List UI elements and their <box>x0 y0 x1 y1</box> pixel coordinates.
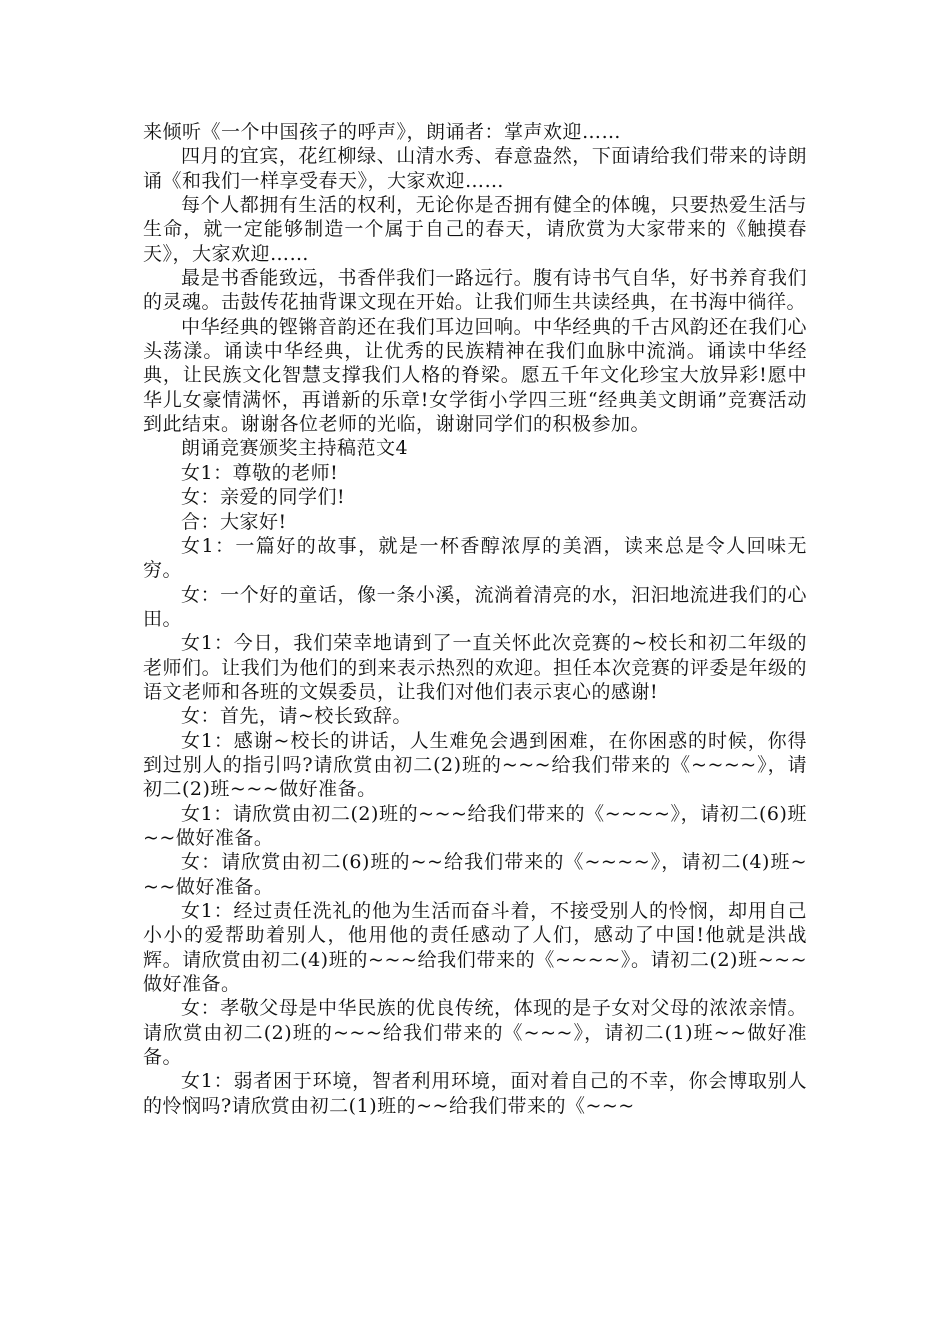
paragraph: 女1：尊敬的老师! <box>181 461 339 484</box>
paragraph: 女1：感谢~校长的讲话，人生难免会遇到困难，在你困惑的时候，你得到过别人的指引吗?请欣赏由初二(2)班的~~~给我们带来的《~~~~》，请初二(2)班~~~做好准备。 <box>143 729 807 801</box>
paragraph: 最是书香能致远，书香伴我们一路远行。腹有诗书气自华，好书养育我们的灵魂。击鼓传花抽背课文现在开始。让我们师生共读经典，在书海中徜徉。 <box>143 267 807 314</box>
paragraph: 女：孝敬父母是中华民族的优良传统，体现的是子女对父母的浓浓亲情。请欣赏由初二(2)班的~~~给我们带来的《~~~》，请初二(1)班~~做好准备。 <box>143 997 807 1069</box>
paragraph: 女：亲爱的同学们! <box>181 486 346 509</box>
paragraph: 来倾听《一个中国孩子的呼声》，朗诵者：掌声欢迎…… <box>143 121 622 143</box>
paragraph: 女：请欣赏由初二(6)班的~~给我们带来的《~~~~》，请初二(4)班~~~做好准备。 <box>143 851 807 898</box>
paragraph: 女1：经过责任洗礼的他为生活而奋斗着，不接受别人的怜悯，却用自己小小的爱帮助着别人，他用他的责任感动了人们，感动了中国!他就是洪战辉。请欣赏由初二(4)班的~~~给我们带来的《~~~~》。请初二(2)班~~~做好准备。 <box>143 900 807 996</box>
paragraph: 中华经典的铿锵音韵还在我们耳边回响。中华经典的千古风韵还在我们心头荡漾。诵读中华经典，让优秀的民族精神在我们血脉中流淌。诵读中华经典，让民族文化智慧支撑我们人格的脊梁。愿五千年文化珍宝大放异彩!愿中华儿女豪情满怀，再谱新的乐章!女学街小学四三班“经典美文朗诵”竞赛活动到此结束。谢谢各位老师的光临，谢谢同学们的积极参加。 <box>143 315 807 436</box>
paragraph: 女：一个好的童话，像一条小溪，流淌着清亮的水，汩汩地流进我们的心田。 <box>143 583 807 630</box>
section-heading: 朗诵竞赛颁奖主持稿范文4 <box>181 437 409 460</box>
paragraph: 女1：一篇好的故事，就是一杯香醇浓厚的美酒，读来总是令人回味无穷。 <box>143 534 807 582</box>
paragraph: 女1：弱者困于环境，智者利用环境，面对着自己的不幸，你会博取别人的怜悯吗?请欣赏由初二(1)班的~~给我们带来的《~~~ <box>143 1070 807 1117</box>
document-body <box>143 120 807 1118</box>
paragraph: 女1：今日，我们荣幸地请到了一直关怀此次竞赛的~校长和初二年级的老师们。让我们为他们的到来表示热烈的欢迎。担任本次竞赛的评委是年级的语文老师和各班的文娱委员，让我们对他们表示衷心的感谢! <box>143 632 807 703</box>
paragraph: 每个人都拥有生活的权利，无论你是否拥有健全的体魄，只要热爱生活与生命，就一定能够制造一个属于自己的春天，请欣赏为大家带来的《触摸春天》，大家欢迎…… <box>143 194 807 265</box>
paragraph: 女1：请欣赏由初二(2)班的~~~给我们带来的《~~~~》，请初二(6)班~~做好准备。 <box>143 802 807 849</box>
paragraph: 合：大家好! <box>181 510 287 533</box>
paragraph: 四月的宜宾，花红柳绿、山清水秀、春意盎然，下面请给我们带来的诗朗诵《和我们一样享受春天》，大家欢迎…… <box>143 145 807 192</box>
paragraph: 女：首先，请~校长致辞。 <box>181 705 412 728</box>
